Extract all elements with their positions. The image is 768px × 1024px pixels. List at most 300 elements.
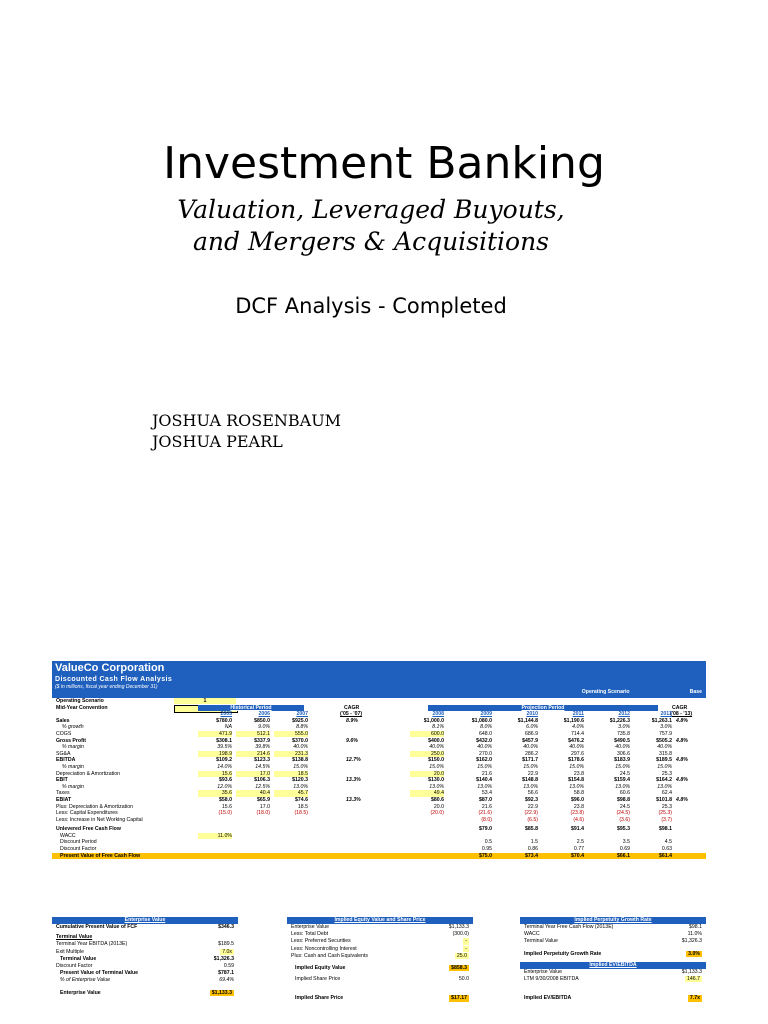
data-rows: [52, 718, 706, 824]
cum-pv-label: Cumulative Present Value of FCF: [56, 924, 138, 930]
table-cell: 40.0%: [615, 744, 630, 751]
table-cell: 306.6: [617, 750, 630, 757]
table-cell: $140.4: [476, 777, 492, 784]
table-cell: 15.0%: [477, 763, 492, 770]
eq-value-value: $858.3: [451, 964, 467, 971]
discount-period-cell: 0.5: [484, 839, 492, 846]
row-label: Less: Capital Expenditures: [56, 810, 118, 817]
ty-ebitda-label: Terminal Year EBITDA (2013E): [56, 941, 128, 948]
eq-box-header: Implied Equity Value and Share Price: [287, 917, 473, 924]
table-row: [52, 764, 706, 771]
pv-fcf-row: [52, 853, 706, 860]
table-cell[interactable]: 231.3: [274, 751, 308, 757]
midyear-label: Mid-Year Convention: [56, 704, 108, 711]
table-cell: (24.5): [616, 810, 630, 817]
ufcf-cell: $91.4: [571, 826, 584, 833]
exit-multiple-input[interactable]: 7.0x: [222, 948, 232, 955]
row-label: Depreciation & Amortization: [56, 770, 121, 777]
discount-period-cell: 3.5: [622, 839, 630, 846]
row-label: Plus: Depreciation & Amortization: [56, 803, 133, 810]
ev-total-label: Enterprise Value: [60, 989, 101, 996]
discount-factor-cell: 0.77: [573, 846, 584, 853]
table-cell: $1,080.0: [471, 717, 492, 724]
table-cell: $183.9: [614, 757, 630, 764]
table-cell: $1,000.0: [423, 717, 444, 724]
table-cell: $58.0: [219, 796, 232, 803]
row-label: Sales: [56, 717, 70, 724]
year-header: 2011: [572, 711, 584, 718]
table-cell: 13.0%: [293, 783, 308, 790]
year-header: 2006: [258, 711, 270, 718]
ev-df-label: Discount Factor: [56, 962, 93, 969]
table-cell: (8.0): [481, 816, 492, 823]
table-cell: 12.5%: [255, 783, 270, 790]
table-row: [52, 777, 706, 784]
operating-scenario-label: Operating Scenario: [581, 689, 630, 695]
table-row: [52, 790, 706, 797]
analysis-title: DCF Analysis - Completed: [235, 294, 507, 318]
table-cell[interactable]: 600.0: [410, 731, 444, 737]
table-cell: $457.9: [522, 737, 538, 744]
table-row: [52, 771, 706, 778]
row-label: EBIAT: [56, 796, 72, 803]
table-cell: $106.3: [254, 777, 270, 784]
table-cell[interactable]: 40.4: [236, 790, 270, 796]
table-cell: $476.2: [568, 737, 584, 744]
subtitle-line-2: and Mergers & Acquisitions: [192, 227, 550, 256]
table-cell: $505.2: [656, 737, 672, 744]
discount-period-cell: 1.5: [530, 839, 538, 846]
table-cell[interactable]: 250.0: [410, 751, 444, 757]
cash-label: Plus: Cash and Cash Equivalents: [291, 952, 368, 959]
row-label: SG&A: [56, 750, 71, 757]
pv-fcf-cell: $75.0: [479, 852, 492, 859]
table-cell: 8.1%: [432, 724, 444, 731]
cagr2-range: ('08 - '13): [670, 711, 693, 718]
exit-multiple-label: Exit Multiple: [56, 948, 84, 955]
ev-ebitda-label: Implied EV/EBITDA: [524, 995, 572, 1002]
scenario-input[interactable]: 1: [174, 698, 236, 704]
table-cell: $93.6: [219, 777, 232, 784]
discount-factor-cell: 0.63: [661, 846, 672, 853]
table-cell[interactable]: 17.0: [236, 771, 270, 777]
tv-label: Terminal Value: [60, 955, 97, 962]
table-cell: 15.0%: [293, 763, 308, 770]
table-cell: 58.8: [573, 790, 584, 797]
table-cell: 40.0%: [569, 744, 584, 751]
table-cell: 15.0%: [569, 763, 584, 770]
table-cell: $780.0: [216, 717, 232, 724]
sheet-header-band: [52, 661, 706, 698]
table-cell: 3.0%: [618, 724, 630, 731]
table-cell: $925.0: [292, 717, 308, 724]
table-cell: $337.9: [254, 737, 270, 744]
table-cell: 4.0%: [572, 724, 584, 731]
table-cell: 13.0%: [569, 783, 584, 790]
table-cell: (23.8): [570, 810, 584, 817]
table-cell: 39.8%: [255, 744, 270, 751]
ty-ebitda-value: $189.5: [218, 941, 234, 948]
table-row: [52, 738, 706, 745]
pg-ev-label: Enterprise Value: [524, 968, 562, 975]
cover-subtitle: [0, 194, 742, 258]
table-cell: 297.6: [571, 750, 584, 757]
table-cell[interactable]: 214.6: [236, 751, 270, 757]
table-cell: $123.3: [254, 757, 270, 764]
table-cell: 648.0: [479, 730, 492, 737]
table-cell[interactable]: 45.7: [274, 790, 308, 796]
cagr1-cell: 9.6%: [346, 737, 358, 744]
ltm-ebitda-label: LTM 9/30/2008 EBITDA: [524, 975, 579, 982]
row-label: Gross Profit: [56, 737, 86, 744]
subtitle-line-1: Valuation, Leveraged Buyouts,: [177, 195, 565, 224]
ufcf-cell: $85.8: [525, 826, 538, 833]
table-cell: 21.6: [481, 770, 492, 777]
table-cell: $1,144.8: [517, 717, 538, 724]
operating-scenario-display: [582, 689, 702, 695]
table-cell: 15.0%: [657, 763, 672, 770]
author-2: JOSHUA PEARL: [152, 432, 283, 451]
table-cell: $109.2: [216, 757, 232, 764]
table-cell: $189.5: [656, 757, 672, 764]
sheet-subtitle: Discounted Cash Flow Analysis: [55, 676, 173, 683]
table-cell: 13.0%: [615, 783, 630, 790]
debt-label: Less: Total Debt: [291, 931, 329, 938]
table-row: [52, 724, 706, 731]
table-cell: (20.0): [430, 810, 444, 817]
table-cell: (22.9): [524, 810, 538, 817]
table-cell: 15.6: [221, 803, 232, 810]
row-label: % margin: [62, 744, 84, 751]
eq-value-label: Implied Equity Value: [295, 964, 346, 971]
table-cell: $74.6: [295, 796, 308, 803]
cagr2-cell: 4.8%: [676, 757, 688, 764]
table-cell: (3.6): [619, 816, 630, 823]
discount-period-row: [52, 839, 706, 846]
table-cell: 56.6: [527, 790, 538, 797]
table-row: [52, 804, 706, 811]
discount-factor-cell: 0.86: [527, 846, 538, 853]
table-cell: 20.0: [433, 803, 444, 810]
sheet-note: ($ in millions, fiscal year ending December 31): [55, 684, 158, 690]
row-label: % margin: [62, 783, 84, 790]
table-cell: 24.5: [619, 770, 630, 777]
shares-value: 50.0: [458, 976, 469, 983]
table-cell: $130.0: [428, 777, 444, 784]
table-cell: $1,226.3: [609, 717, 630, 724]
table-cell: $148.8: [522, 777, 538, 784]
equity-value-box: [287, 917, 473, 1003]
table-cell: 24.5: [619, 803, 630, 810]
pg-tv-value: $1,326.3: [681, 938, 702, 945]
table-cell: (3.7): [661, 816, 672, 823]
historical-period-header: Historical Period: [198, 705, 304, 711]
table-cell: 13.0%: [657, 783, 672, 790]
table-cell: 40.0%: [657, 744, 672, 751]
row-label: % margin: [62, 763, 84, 770]
ipgr-value: 3.0%: [688, 950, 700, 957]
cagr1-label: CAGR: [344, 704, 360, 711]
table-cell: $432.0: [476, 737, 492, 744]
pref-input[interactable]: -: [465, 938, 467, 945]
table-cell: $178.6: [568, 757, 584, 764]
scenario-row: [52, 698, 706, 705]
table-cell: 25.3: [661, 803, 672, 810]
price-value: $17.17: [451, 995, 467, 1002]
pref-label: Less: Preferred Securities: [291, 938, 351, 945]
table-cell[interactable]: 35.6: [198, 790, 232, 796]
table-cell: $1,190.6: [563, 717, 584, 724]
table-cell: $490.5: [614, 737, 630, 744]
ufcf-cell: $79.0: [479, 826, 492, 833]
year-header: 2005: [220, 711, 232, 718]
table-cell: $87.0: [479, 796, 492, 803]
pg-wacc-label: WACC: [524, 931, 540, 938]
table-cell: 22.9: [527, 803, 538, 810]
tv-section-header: Terminal Value: [56, 934, 93, 941]
debt-value: (300.0): [452, 931, 469, 938]
table-cell: 23.8: [573, 803, 584, 810]
nci-label: Less: Noncontrolling Interest: [291, 945, 357, 952]
cover-title: Investment Banking: [163, 138, 605, 189]
company-name: ValueCo Corporation: [55, 662, 165, 674]
enterprise-value-box: [52, 917, 238, 997]
pct-ev-value: 69.4%: [219, 977, 234, 984]
table-cell: 8.8%: [296, 724, 308, 731]
table-row: [52, 810, 706, 817]
cagr2-cell: 4.8%: [676, 777, 688, 784]
table-row: [52, 817, 706, 824]
ufcf-label: Unlevered Free Cash Flow: [56, 826, 121, 833]
author-1: JOSHUA ROSENBAUM: [152, 411, 342, 430]
ufcf-cell: $98.1: [659, 826, 672, 833]
cagr1-cell: 13.3%: [346, 777, 361, 784]
table-cell: 686.9: [525, 730, 538, 737]
table-cell[interactable]: 20.0: [410, 771, 444, 777]
cum-pv-value: $346.3: [218, 924, 234, 930]
ev-box-header: Enterprise Value: [52, 917, 238, 924]
midyear-row: [52, 705, 706, 712]
table-cell: 14.5%: [255, 763, 270, 770]
ty-fcf-value: $98.1: [689, 924, 702, 930]
pct-ev-label: % of Enterprise Value: [60, 977, 110, 984]
table-cell: 757.9: [659, 730, 672, 737]
discount-period-cell: 2.5: [576, 839, 584, 846]
table-cell: 714.4: [571, 730, 584, 737]
cagr1-cell: 8.9%: [346, 717, 358, 724]
table-cell: $159.4: [614, 777, 630, 784]
table-cell: 62.4: [661, 790, 672, 797]
pv-tv-value: $787.1: [218, 970, 234, 977]
discount-period-cell: 4.5: [664, 839, 672, 846]
row-label: Taxes: [56, 790, 70, 797]
table-cell: $154.8: [568, 777, 584, 784]
table-cell: 39.5%: [217, 744, 232, 751]
table-cell[interactable]: 512.1: [236, 731, 270, 737]
table-cell: $164.2: [656, 777, 672, 784]
authors: [152, 410, 341, 452]
ty-fcf-label: Terminal Year Free Cash Flow (2013E): [524, 924, 614, 930]
table-cell: 15.0%: [429, 763, 444, 770]
table-row: [52, 744, 706, 751]
table-cell: (25.3): [658, 810, 672, 817]
table-cell: 3.0%: [660, 724, 672, 731]
ipgr-label: Implied Perpetuity Growth Rate: [524, 950, 602, 957]
table-cell: 23.8: [573, 770, 584, 777]
pg-box-header: Implied Perpetuity Growth Rate: [520, 917, 706, 924]
eq-ev-value: $1,133.3: [448, 924, 469, 930]
pg-ev-value: $1,133.3: [681, 968, 702, 975]
table-cell: 13.0%: [429, 783, 444, 790]
table-cell: 22.9: [527, 770, 538, 777]
table-cell: 40.0%: [293, 744, 308, 751]
table-cell: 270.0: [479, 750, 492, 757]
table-cell: 60.6: [619, 790, 630, 797]
table-cell: $98.8: [617, 796, 630, 803]
cash-input[interactable]: 25.0: [456, 952, 467, 959]
pv-fcf-cell: $70.4: [571, 852, 584, 859]
table-row: [52, 757, 706, 764]
table-cell: $92.3: [525, 796, 538, 803]
cagr2-cell: 4.8%: [676, 717, 688, 724]
discount-factor-label: Discount Factor: [60, 846, 97, 853]
table-row: [52, 797, 706, 804]
table-cell: 15.0%: [615, 763, 630, 770]
cagr1-range: ('05 - '07): [340, 711, 363, 718]
row-label: COGS: [56, 730, 72, 737]
pv-tv-label: Present Value of Terminal Value: [60, 970, 139, 977]
table-cell: $101.8: [656, 796, 672, 803]
table-cell: 15.0%: [523, 763, 538, 770]
cagr1-cell: 13.3%: [346, 796, 361, 803]
year-header: 2013: [660, 711, 672, 718]
table-cell: $138.8: [292, 757, 308, 764]
table-cell: $120.3: [292, 777, 308, 784]
wacc-label: WACC: [60, 832, 76, 839]
cagr2-label: CAGR: [672, 704, 688, 711]
table-cell[interactable]: 49.4: [410, 790, 444, 796]
ev-ebitda-header: Implied EV/EBITDA: [520, 962, 706, 969]
year-header: 2008: [432, 711, 444, 718]
row-label: Less: Increase in Net Working Capital: [56, 816, 143, 823]
table-cell: $162.0: [476, 757, 492, 764]
table-cell: 8.0%: [480, 724, 492, 731]
year-header-row: [52, 711, 706, 718]
table-cell: 40.0%: [523, 744, 538, 751]
operating-scenario-value: Base: [689, 689, 702, 695]
ufcf-row: [52, 826, 706, 833]
discount-factor-cell: 0.69: [619, 846, 630, 853]
table-cell: NA: [224, 724, 232, 731]
table-cell[interactable]: 555.0: [274, 731, 308, 737]
pg-wacc-value: 11.0%: [687, 931, 702, 938]
ev-df-value: 0.59: [223, 962, 234, 969]
table-cell: 17.0: [259, 803, 270, 810]
wacc-row: [52, 833, 706, 840]
table-cell: 6.0%: [526, 724, 538, 731]
row-label: EBITDA: [56, 757, 76, 764]
cagr2-cell: 4.8%: [676, 796, 688, 803]
discount-factor-cell: 0.95: [481, 846, 492, 853]
wacc-input[interactable]: 11.0%: [198, 833, 232, 839]
table-cell: 735.8: [617, 730, 630, 737]
table-cell[interactable]: 15.6: [198, 771, 232, 777]
table-row: [52, 718, 706, 725]
ev-total-value: $1,133.3: [211, 989, 232, 996]
table-row: [52, 751, 706, 758]
table-cell: (21.6): [478, 810, 492, 817]
nci-input[interactable]: -: [465, 945, 467, 952]
table-cell: 40.0%: [429, 744, 444, 751]
projection-period-header: Projection Period: [428, 705, 658, 711]
pv-fcf-cell: $73.4: [525, 852, 538, 859]
year-header: 2007: [296, 711, 308, 718]
table-cell: $65.9: [257, 796, 270, 803]
perpetuity-growth-box: [520, 917, 706, 1002]
discount-factor-row: [52, 846, 706, 853]
table-cell: (18.0): [256, 810, 270, 817]
year-header: 2010: [526, 711, 538, 718]
table-row: [52, 784, 706, 791]
year-header: 2012: [618, 711, 630, 718]
tv-value: $1,326.3: [213, 955, 234, 962]
table-cell[interactable]: 198.9: [198, 751, 232, 757]
table-cell: 286.2: [525, 750, 538, 757]
table-cell: (4.6): [573, 816, 584, 823]
cagr2-cell: 4.8%: [676, 737, 688, 744]
table-cell: $400.0: [428, 737, 444, 744]
table-cell[interactable]: 471.9: [198, 731, 232, 737]
ltm-ebitda-input[interactable]: 146.7: [687, 975, 700, 982]
pv-fcf-cell: $66.1: [617, 852, 630, 859]
table-cell: $1,263.1: [651, 717, 672, 724]
row-label: % growth: [62, 724, 84, 731]
ev-ebitda-value: 7.7x: [689, 995, 700, 1002]
table-cell: 25.3: [661, 770, 672, 777]
table-cell: $308.1: [216, 737, 232, 744]
table-cell: 9.0%: [258, 724, 270, 731]
table-cell: (18.5): [294, 810, 308, 817]
price-label: Implied Share Price: [295, 995, 344, 1002]
pg-tv-label: Terminal Value: [524, 938, 558, 945]
pv-fcf-cell: $61.4: [659, 852, 672, 859]
pv-fcf-label: Present Value of Free Cash Flow: [60, 852, 141, 859]
table-cell[interactable]: 18.5: [274, 771, 308, 777]
table-cell: 13.0%: [477, 783, 492, 790]
table-cell: 13.0%: [523, 783, 538, 790]
table-row: [52, 731, 706, 738]
table-cell: 18.5: [297, 803, 308, 810]
table-cell: (15.0): [218, 810, 232, 817]
table-cell: 12.0%: [217, 783, 232, 790]
discount-period-label: Discount Period: [60, 839, 97, 846]
ufcf-cell: $95.3: [617, 826, 630, 833]
table-cell: 53.4: [481, 790, 492, 797]
eq-ev-label: Enterprise Value: [291, 924, 329, 930]
table-cell: 14.0%: [217, 763, 232, 770]
table-cell: (6.5): [527, 816, 538, 823]
cagr1-cell: 12.7%: [346, 757, 361, 764]
table-cell: $80.6: [431, 796, 444, 803]
table-cell: $96.0: [571, 796, 584, 803]
scenario-label: Operating Scenario: [56, 698, 104, 704]
table-cell: $850.0: [254, 717, 270, 724]
table-cell: 40.0%: [477, 744, 492, 751]
table-cell: 21.6: [481, 803, 492, 810]
table-cell: $370.0: [292, 737, 308, 744]
table-cell: 315.8: [659, 750, 672, 757]
table-cell: $150.0: [428, 757, 444, 764]
